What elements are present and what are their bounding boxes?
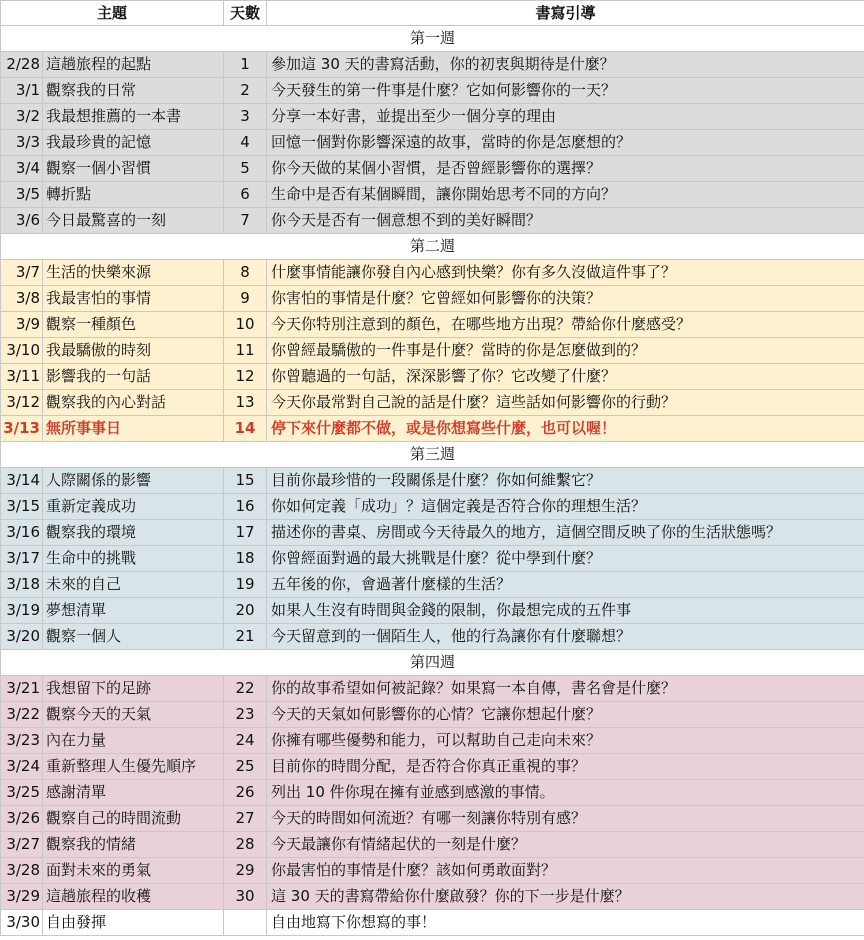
table-row[interactable] [1, 390, 864, 416]
day-number-cell: 16 [224, 494, 267, 520]
writing-guide-cell: 什麼事情能讓你發自內心感到快樂？你有多久沒做這件事了？ [267, 260, 864, 286]
table-row[interactable] [1, 858, 864, 884]
writing-guide-cell: 今天你特別注意到的顏色，在哪些地方出現？帶給你什麼感受？ [267, 312, 864, 338]
day-number-cell: 11 [224, 338, 267, 364]
topic-cell: 我最珍貴的記憶 [43, 130, 224, 156]
day-number-cell: 3 [224, 104, 267, 130]
table-row[interactable] [1, 780, 864, 806]
table-row[interactable] [1, 572, 864, 598]
day-number-cell: 20 [224, 598, 267, 624]
topic-cell: 夢想清單 [43, 598, 224, 624]
table-row[interactable] [1, 728, 864, 754]
writing-guide-cell: 今天發生的第一件事是什麼？它如何影響你的一天？ [267, 78, 864, 104]
day-number-cell: 5 [224, 156, 267, 182]
writing-guide-cell: 你曾經面對過的最大挑戰是什麼？從中學到什麼？ [267, 546, 864, 572]
day-number-cell: 25 [224, 754, 267, 780]
table-row[interactable] [1, 364, 864, 390]
date-cell: 3/21 [1, 676, 43, 702]
day-number-cell: 1 [224, 52, 267, 78]
topic-cell: 感謝清單 [43, 780, 224, 806]
week-title: 第四週 [1, 650, 864, 676]
day-number-cell: 24 [224, 728, 267, 754]
week-header-row [1, 234, 864, 260]
topic-cell: 觀察我的日常 [43, 78, 224, 104]
day-number-cell: 30 [224, 884, 267, 910]
date-cell: 3/16 [1, 520, 43, 546]
topic-cell: 我想留下的足跡 [43, 676, 224, 702]
day-number-cell: 4 [224, 130, 267, 156]
date-cell: 3/17 [1, 546, 43, 572]
topic-cell: 觀察一個小習慣 [43, 156, 224, 182]
table-row[interactable] [1, 520, 864, 546]
writing-guide-cell: 你今天做的某個小習慣，是否曾經影響你的選擇？ [267, 156, 864, 182]
table-row[interactable] [1, 468, 864, 494]
writing-guide-cell: 你今天是否有一個意想不到的美好瞬間？ [267, 208, 864, 234]
table-row[interactable] [1, 806, 864, 832]
date-cell: 3/12 [1, 390, 43, 416]
day-number-cell: 27 [224, 806, 267, 832]
topic-cell: 轉折點 [43, 182, 224, 208]
writing-guide-cell: 今天的天氣如何影響你的心情？它讓你想起什麼？ [267, 702, 864, 728]
topic-cell: 重新定義成功 [43, 494, 224, 520]
table-row[interactable] [1, 260, 864, 286]
week-header-row [1, 650, 864, 676]
day-number-cell: 12 [224, 364, 267, 390]
date-cell: 3/19 [1, 598, 43, 624]
date-cell: 3/6 [1, 208, 43, 234]
topic-cell: 人際關係的影響 [43, 468, 224, 494]
table-row[interactable] [1, 156, 864, 182]
date-cell: 3/22 [1, 702, 43, 728]
topic-cell: 觀察我的環境 [43, 520, 224, 546]
writing-guide-cell: 你害怕的事情是什麼？它曾經如何影響你的決策？ [267, 286, 864, 312]
table-row[interactable] [1, 624, 864, 650]
topic-cell: 生命中的挑戰 [43, 546, 224, 572]
writing-guide-cell: 今天你最常對自己說的話是什麼？這些話如何影響你的行動？ [267, 390, 864, 416]
topic-cell: 自由發揮 [43, 910, 224, 936]
writing-guide-cell: 回憶一個對你影響深遠的故事，當時的你是怎麼想的？ [267, 130, 864, 156]
date-cell: 3/27 [1, 832, 43, 858]
date-cell: 3/3 [1, 130, 43, 156]
topic-cell: 觀察一種顏色 [43, 312, 224, 338]
day-number-cell: 7 [224, 208, 267, 234]
table-row[interactable] [1, 884, 864, 910]
topic-cell: 這趟旅程的起點 [43, 52, 224, 78]
day-number-cell: 6 [224, 182, 267, 208]
table-row[interactable] [1, 104, 864, 130]
writing-guide-cell: 今天的時間如何流逝？有哪一刻讓你特別有感？ [267, 806, 864, 832]
date-cell: 3/30 [1, 910, 43, 936]
topic-cell: 面對未來的勇氣 [43, 858, 224, 884]
day-number-cell: 29 [224, 858, 267, 884]
week-header-row [1, 26, 864, 52]
table-row[interactable] [1, 598, 864, 624]
table-row[interactable] [1, 832, 864, 858]
topic-cell: 重新整理人生優先順序 [43, 754, 224, 780]
date-cell: 3/29 [1, 884, 43, 910]
day-number-cell: 17 [224, 520, 267, 546]
date-cell: 3/24 [1, 754, 43, 780]
topic-cell: 觀察我的內心對話 [43, 390, 224, 416]
header-row [1, 1, 864, 26]
topic-cell: 我最想推薦的一本書 [43, 104, 224, 130]
topic-cell: 觀察一個人 [43, 624, 224, 650]
writing-guide-cell: 如果人生沒有時間與金錢的限制，你最想完成的五件事 [267, 598, 864, 624]
topic-cell: 無所事事日 [43, 416, 224, 442]
topic-cell: 今日最驚喜的一刻 [43, 208, 224, 234]
topic-cell: 生活的快樂來源 [43, 260, 224, 286]
writing-guide-cell: 今天留意到的一個陌生人，他的行為讓你有什麼聯想？ [267, 624, 864, 650]
writing-guide-cell: 你曾經最驕傲的一件事是什麼？當時的你是怎麼做到的？ [267, 338, 864, 364]
writing-guide-cell: 自由地寫下你想寫的事！ [267, 910, 864, 936]
writing-guide-cell: 生命中是否有某個瞬間，讓你開始思考不同的方向？ [267, 182, 864, 208]
table-row[interactable] [1, 416, 864, 442]
day-number-cell: 19 [224, 572, 267, 598]
header-topic: 主題 [1, 1, 224, 26]
topic-cell: 內在力量 [43, 728, 224, 754]
table-row[interactable] [1, 546, 864, 572]
week-header-row [1, 442, 864, 468]
day-number-cell [224, 910, 267, 936]
date-cell: 3/1 [1, 78, 43, 104]
topic-cell: 我最害怕的事情 [43, 286, 224, 312]
date-cell: 3/20 [1, 624, 43, 650]
day-number-cell: 13 [224, 390, 267, 416]
day-number-cell: 18 [224, 546, 267, 572]
day-number-cell: 2 [224, 78, 267, 104]
topic-cell: 這趟旅程的收穫 [43, 884, 224, 910]
writing-guide-cell: 你擁有哪些優勢和能力，可以幫助自己走向未來？ [267, 728, 864, 754]
date-cell: 3/23 [1, 728, 43, 754]
table-row[interactable] [1, 208, 864, 234]
writing-guide-cell: 列出 10 件你現在擁有並感到感激的事情。 [267, 780, 864, 806]
date-cell: 3/28 [1, 858, 43, 884]
writing-guide-cell: 五年後的你，會過著什麼樣的生活？ [267, 572, 864, 598]
date-cell: 3/18 [1, 572, 43, 598]
topic-cell: 觀察我的情緒 [43, 832, 224, 858]
date-cell: 2/28 [1, 52, 43, 78]
table-row[interactable] [1, 754, 864, 780]
table-row[interactable] [1, 312, 864, 338]
date-cell: 3/26 [1, 806, 43, 832]
topic-cell: 觀察今天的天氣 [43, 702, 224, 728]
writing-guide-cell: 目前你的時間分配，是否符合你真正重視的事？ [267, 754, 864, 780]
writing-guide-cell: 你的故事希望如何被記錄？如果寫一本自傳，書名會是什麼？ [267, 676, 864, 702]
day-number-cell: 26 [224, 780, 267, 806]
day-number-cell: 22 [224, 676, 267, 702]
date-cell: 3/4 [1, 156, 43, 182]
topic-cell: 未來的自己 [43, 572, 224, 598]
header-guide: 書寫引導 [267, 1, 864, 26]
table-row[interactable] [1, 182, 864, 208]
table-row[interactable] [1, 676, 864, 702]
day-number-cell: 28 [224, 832, 267, 858]
day-number-cell: 8 [224, 260, 267, 286]
table-row[interactable] [1, 338, 864, 364]
table-row[interactable] [1, 910, 864, 936]
date-cell: 3/13 [1, 416, 43, 442]
table-row[interactable] [1, 78, 864, 104]
date-cell: 3/25 [1, 780, 43, 806]
writing-guide-cell: 分享一本好書，並提出至少一個分享的理由 [267, 104, 864, 130]
writing-guide-cell: 你曾聽過的一句話，深深影響了你？它改變了什麼？ [267, 364, 864, 390]
table-row[interactable] [1, 286, 864, 312]
writing-guide-cell: 參加這 30 天的書寫活動，你的初衷與期待是什麼？ [267, 52, 864, 78]
table-row[interactable] [1, 130, 864, 156]
writing-guide-cell: 這 30 天的書寫帶給你什麼啟發？你的下一步是什麼？ [267, 884, 864, 910]
day-number-cell: 23 [224, 702, 267, 728]
day-number-cell: 10 [224, 312, 267, 338]
writing-guide-cell: 今天最讓你有情緒起伏的一刻是什麼？ [267, 832, 864, 858]
day-number-cell: 9 [224, 286, 267, 312]
date-cell: 3/14 [1, 468, 43, 494]
topic-cell: 觀察自己的時間流動 [43, 806, 224, 832]
date-cell: 3/11 [1, 364, 43, 390]
day-number-cell: 15 [224, 468, 267, 494]
writing-guide-cell: 你如何定義「成功」？這個定義是否符合你的理想生活？ [267, 494, 864, 520]
date-cell: 3/8 [1, 286, 43, 312]
writing-guide-cell: 停下來什麼都不做，或是你想寫些什麼，也可以喔！ [267, 416, 864, 442]
schedule-body [1, 26, 864, 936]
date-cell: 3/9 [1, 312, 43, 338]
date-cell: 3/10 [1, 338, 43, 364]
day-number-cell: 14 [224, 416, 267, 442]
topic-cell: 我最驕傲的時刻 [43, 338, 224, 364]
writing-guide-cell: 目前你最珍惜的一段關係是什麼？你如何維繫它？ [267, 468, 864, 494]
day-number-cell: 21 [224, 624, 267, 650]
table-row[interactable] [1, 702, 864, 728]
date-cell: 3/15 [1, 494, 43, 520]
week-title: 第二週 [1, 234, 864, 260]
table-row[interactable] [1, 494, 864, 520]
week-title: 第三週 [1, 442, 864, 468]
topic-cell: 影響我的一句話 [43, 364, 224, 390]
date-cell: 3/2 [1, 104, 43, 130]
writing-guide-cell: 你最害怕的事情是什麼？該如何勇敢面對？ [267, 858, 864, 884]
date-cell: 3/7 [1, 260, 43, 286]
table-row[interactable] [1, 52, 864, 78]
date-cell: 3/5 [1, 182, 43, 208]
header-days: 天數 [224, 1, 267, 26]
week-title: 第一週 [1, 26, 864, 52]
writing-guide-cell: 描述你的書桌、房間或今天待最久的地方，這個空間反映了你的生活狀態嗎？ [267, 520, 864, 546]
